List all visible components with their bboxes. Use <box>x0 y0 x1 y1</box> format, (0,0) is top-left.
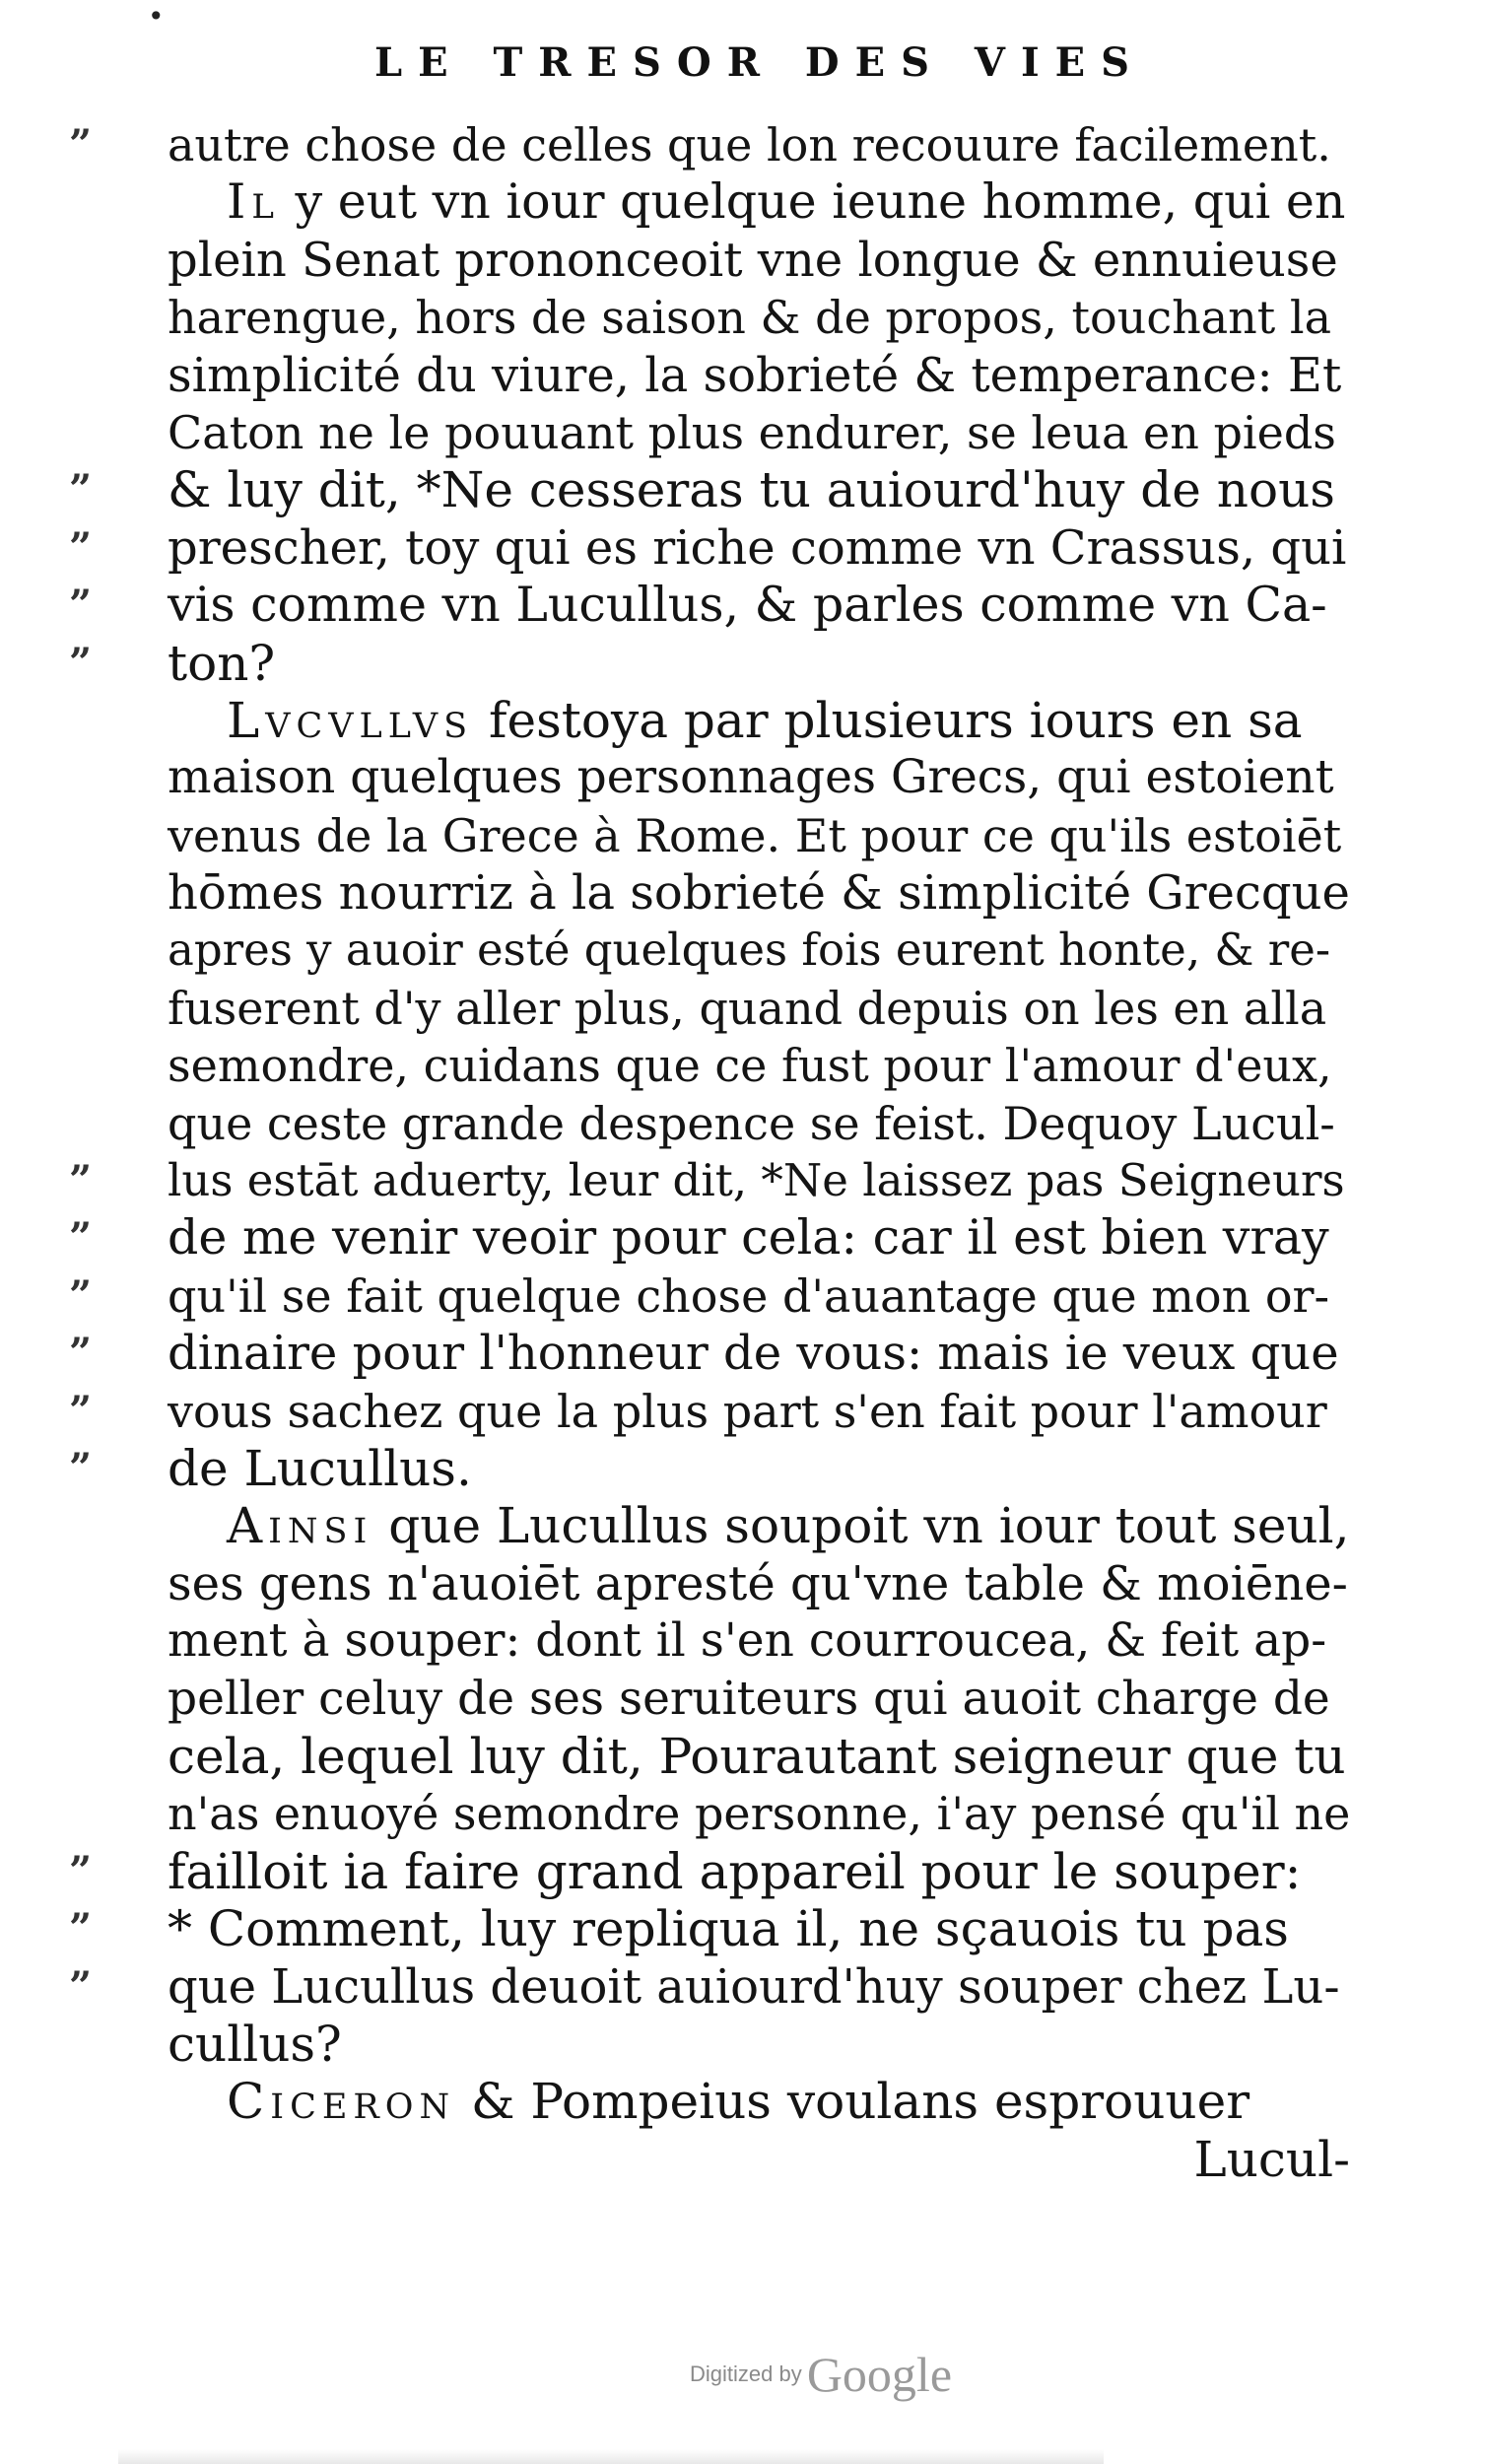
text-line <box>69 1152 1350 1209</box>
text-line <box>168 1785 1350 1842</box>
text-line <box>168 692 1350 749</box>
paragraph-lead-word: Ciceron <box>227 2073 456 2131</box>
line-text: hōmes nourriz à la sobrieté & simplicité Grecque <box>168 865 1350 922</box>
line-text: que Lucullus soupoit vn iour tout seul, <box>372 1497 1350 1555</box>
line-text: & luy dit, *Ne cesseras tu auiourd'huy de nous <box>168 461 1335 519</box>
text-line <box>69 461 1350 519</box>
text-line <box>69 1900 1350 1958</box>
line-text: venus de la Grece à Rome. Et pour ce qu'ils estoiēt <box>168 808 1342 862</box>
digitized-by-label: Digitized by <box>690 2361 802 2386</box>
margin-quote-mark: ” <box>69 1444 97 1491</box>
paragraph-lead-word: Il <box>227 173 280 231</box>
line-text: simplicité du viure, la sobrieté & temperance: Et <box>168 347 1342 403</box>
margin-quote-mark: ” <box>69 523 97 571</box>
text-line <box>168 807 1350 864</box>
line-text: vous sachez que la plus part s'en fait pour l'amour <box>168 1384 1327 1438</box>
text-line <box>168 864 1350 922</box>
line-text: ton? <box>168 634 276 692</box>
line-text: cela, lequel luy dit, Pourautant seigneur que tu <box>168 1727 1346 1785</box>
line-text: peller celuy de ses seruiteurs qui auoit charge de <box>168 1671 1330 1726</box>
text-line <box>69 519 1350 577</box>
line-text: apres y auoir esté quelques fois eurent honte, & re- <box>168 924 1331 977</box>
text-line <box>69 1267 1350 1325</box>
margin-quote-mark: ” <box>69 1271 97 1319</box>
line-text: ses gens n'auoiēt apresté qu'vne table & moiēne- <box>168 1555 1348 1611</box>
line-text: que ceste grande despence se feist. Dequoy Lucul- <box>168 1096 1335 1150</box>
text-line <box>168 1555 1350 1612</box>
line-text: lus estāt aduerty, leur dit, *Ne laissez pas Seigneurs <box>168 1154 1345 1207</box>
text-line <box>69 1842 1350 1900</box>
margin-quote-mark: ” <box>69 121 97 168</box>
text-line <box>168 404 1350 461</box>
line-text: que Lucullus deuoit auiourd'huy souper chez Lu- <box>168 1958 1340 2015</box>
text-line <box>168 1037 1350 1094</box>
text-line <box>168 1728 1350 1785</box>
body-text <box>69 116 1351 2188</box>
margin-quote-mark: ” <box>69 1157 97 1204</box>
text-line <box>69 577 1350 634</box>
text-line <box>168 749 1350 806</box>
line-text: vis comme vn Lucullus, & parles comme vn Ca- <box>168 577 1327 634</box>
line-text: failloit ia faire grand appareil pour le souper: <box>168 1842 1302 1900</box>
margin-quote-mark: ” <box>69 466 97 513</box>
line-text: semondre, cuidans que ce fust pour l'amour d'eux, <box>168 1039 1332 1093</box>
paragraph-lead-word: Ainsi <box>227 1497 373 1555</box>
line-text: de Lucullus. <box>168 1439 472 1497</box>
margin-quote-mark: ” <box>69 1330 97 1377</box>
text-line <box>168 1497 1350 1554</box>
text-line <box>69 1439 1350 1497</box>
text-line <box>168 1095 1350 1152</box>
text-line <box>69 1383 1350 1440</box>
margin-quote-mark: ” <box>69 1847 97 1894</box>
line-text: fuserent d'y aller plus, quand depuis on les en alla <box>168 981 1327 1035</box>
google-watermark <box>690 2346 1104 2403</box>
text-line <box>69 1958 1350 2016</box>
line-text: plein Senat prononceoit vne longue & ennuieuse <box>168 232 1338 288</box>
margin-quote-mark: ” <box>69 1214 97 1262</box>
page-corner-dot: • <box>148 0 165 33</box>
line-text: cullus? <box>168 2015 342 2073</box>
next-page-edge <box>118 2449 1104 2464</box>
line-text: * Comment, luy repliqua il, ne sçauois tu pas <box>168 1900 1289 1958</box>
line-text: y eut vn iour quelque ieune homme, qui en <box>279 173 1346 231</box>
margin-quote-mark: ” <box>69 1387 97 1434</box>
margin-quote-mark: ” <box>69 1905 97 1952</box>
google-logo: Google <box>806 2347 953 2402</box>
line-text: de me venir veoir pour cela: car il est bien vray <box>168 1209 1329 1266</box>
text-line <box>168 173 1350 231</box>
text-line <box>168 347 1350 404</box>
line-text: n'as enuoyé semondre personne, i'ay pensé qu'il ne <box>168 1787 1351 1841</box>
text-line <box>69 634 1350 692</box>
text-line <box>168 980 1350 1037</box>
text-line <box>69 1209 1350 1266</box>
text-line <box>69 116 1350 173</box>
running-head: LE TRESOR DES VIES <box>374 39 1146 86</box>
margin-quote-mark: ” <box>69 639 97 686</box>
line-text: autre chose de celles que lon recouure facilement. <box>168 118 1331 171</box>
line-text: prescher, toy qui es riche comme vn Crassus, qui <box>168 519 1347 576</box>
text-line <box>168 1671 1350 1728</box>
line-text: Caton ne le pouuant plus endurer, se leua en pieds <box>168 405 1336 459</box>
text-line <box>168 922 1350 979</box>
text-line <box>168 289 1350 346</box>
line-text: qu'il se fait quelque chose d'auantage que mon or- <box>168 1268 1330 1323</box>
text-line <box>168 2016 1350 2073</box>
line-text: & Pompeius voulans esprouuer <box>455 2073 1250 2131</box>
line-text: festoya par plusieurs iours en sa <box>473 691 1303 749</box>
text-line <box>69 1325 1350 1382</box>
text-line <box>168 232 1350 289</box>
text-line <box>168 1612 1350 1670</box>
margin-quote-mark: ” <box>69 582 97 629</box>
line-text: maison quelques personnages Grecs, qui estoient <box>168 750 1334 805</box>
margin-quote-mark: ” <box>69 1962 97 2010</box>
text-line <box>168 2073 1350 2130</box>
line-text: dinaire pour l'honneur de vous: mais ie veux que <box>168 1326 1339 1382</box>
line-text: ment à souper: dont il s'en courroucea, & feit ap- <box>168 1613 1327 1669</box>
catchword: Lucul- <box>1193 2130 1350 2188</box>
paragraph-lead-word: Lvcvllvs <box>227 691 474 749</box>
line-text: harengue, hors de saison & de propos, touchant la <box>168 291 1332 345</box>
